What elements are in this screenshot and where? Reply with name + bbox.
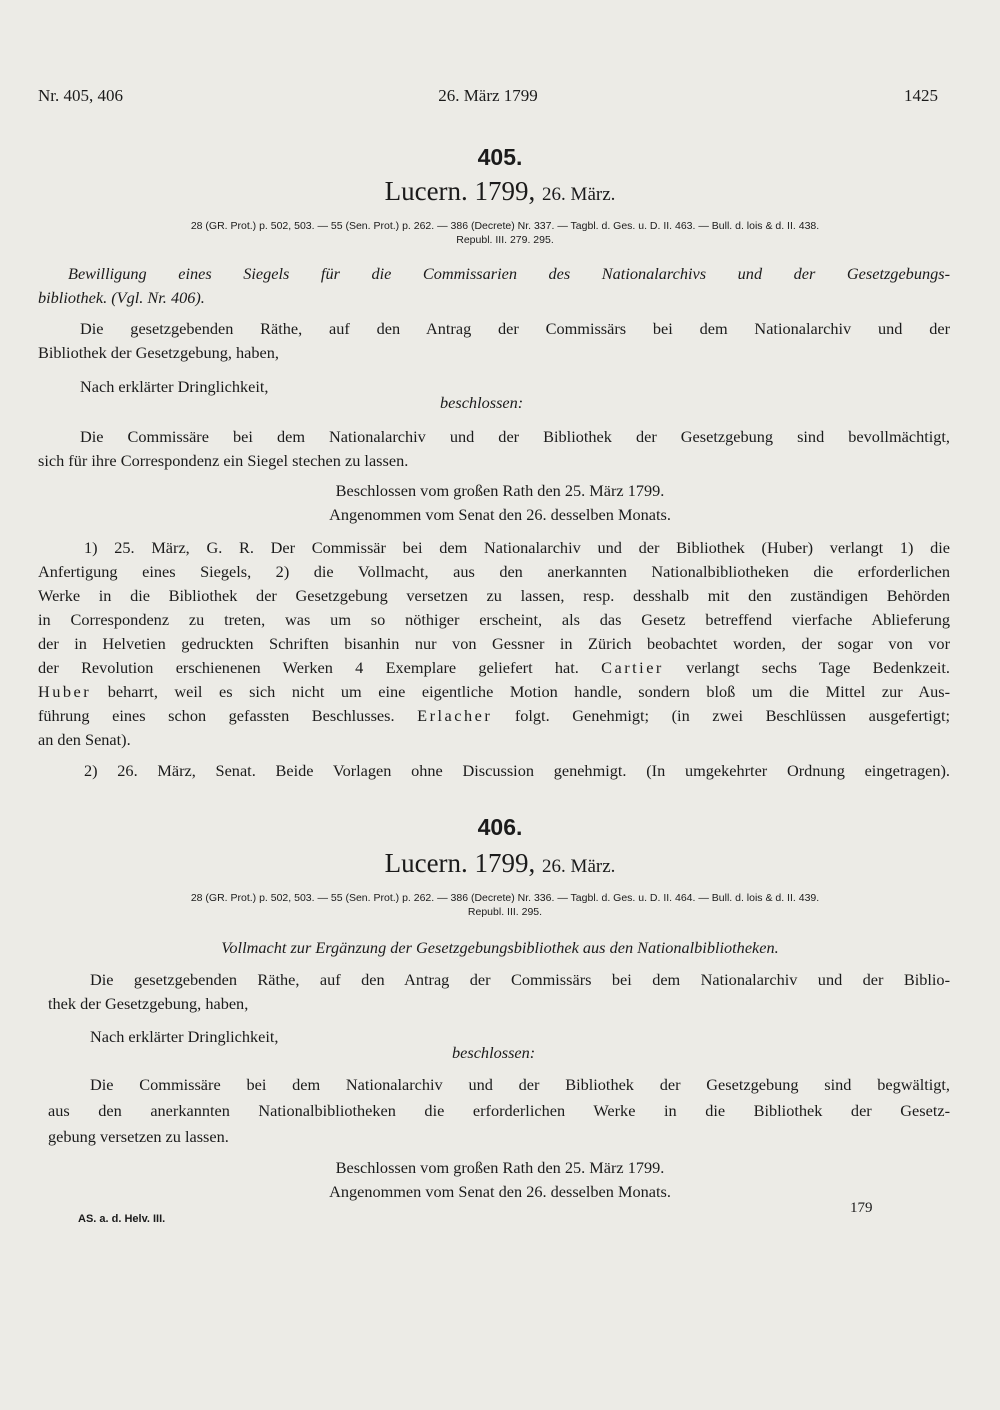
section-405-para-1a: Die gesetzgebenden Räthe, auf den Antrag der Commissärs bei dem Nationalarchiv und der bbox=[80, 319, 950, 338]
section-406-refs-line-1: 28 (GR. Prot.) p. 502, 503. — 55 (Sen. Prot.) p. 262. — 386 (Decrete) Nr. 336. — Tagbl. d. Ges. u. D. II. 464. — Bull. d. lois & d. II. 439. bbox=[190, 892, 820, 904]
footer-source: AS. a. d. Helv. III. bbox=[78, 1213, 166, 1225]
section-406-refs-line-2: Republ. III. 295. bbox=[467, 906, 543, 918]
note-name-erlacher: Erlacher bbox=[417, 706, 493, 725]
section-405-para-1b: Bibliothek der Gesetzgebung, haben, bbox=[38, 343, 279, 362]
section-406-heading bbox=[0, 848, 1000, 879]
section-405-refs bbox=[70, 219, 940, 247]
section-405-para-2: Nach erklärter Dringlichkeit, bbox=[80, 377, 269, 396]
section-405-refs-line-1: 28 (GR. Prot.) p. 502, 503. — 55 (Sen. Prot.) p. 262. — 386 (Decrete) Nr. 337. — Tagbl. d. Ges. u. D. II. 463. — Bull. d. lois & d. II. 438. bbox=[190, 220, 820, 232]
header-date: 26. März 1799 bbox=[438, 86, 538, 105]
note-name-huber: Huber bbox=[38, 682, 92, 701]
section-406-title: Vollmacht zur Ergänzung der Gesetzgebungsbibliothek aus den Nationalbibliotheken. bbox=[221, 938, 779, 957]
section-406-date: 26. März. bbox=[542, 856, 616, 877]
footer-sheet-number: 179 bbox=[850, 1200, 873, 1216]
note-line-9: an den Senat). bbox=[38, 730, 131, 749]
running-header bbox=[38, 86, 938, 108]
section-406-para-3c: gebung versetzen zu lassen. bbox=[48, 1127, 229, 1146]
section-406-para-1b: thek der Gesetzgebung, haben, bbox=[48, 994, 249, 1013]
note-line-8-a: führung eines schon gefassten Beschlusses. bbox=[38, 706, 395, 725]
note-line-3: Werke in die Bibliothek der Gesetzgebung versetzen zu lassen, resp. desshalb mit den zuständigen Behörden bbox=[38, 586, 950, 605]
note-line-6-c: verlangt sechs Tage Bedenkzeit. bbox=[686, 658, 950, 677]
note-line-8-c: folgt. Genehmigt; (in zwei Beschlüssen ausgefertigt; bbox=[514, 706, 950, 725]
note-line-10: 2) 26. März, Senat. Beide Vorlagen ohne Discussion genehmigt. (In umgekehrter Ordnung eingetragen). bbox=[84, 761, 950, 780]
note-line-1: 1) 25. März, G. R. Der Commissär bei dem Nationalarchiv und der Bibliothek (Huber) verlangt 1) die bbox=[84, 538, 950, 557]
section-405-heading bbox=[0, 176, 1000, 207]
section-406-beschlossen: beschlossen: bbox=[452, 1043, 536, 1062]
section-406-signoff-1: Beschlossen vom großen Rath den 25. März 1799. bbox=[335, 1158, 665, 1177]
note-line-6 bbox=[38, 657, 950, 679]
header-left: Nr. 405, 406 bbox=[38, 86, 123, 105]
note-line-6-a: der Revolution erschienenen Werken 4 Exemplare geliefert hat. bbox=[38, 658, 579, 677]
note-line-5: der in Helvetien gedruckten Schriften bisanhin nur von Gessner in Zürich beobachtet worden, der sogar von vor bbox=[38, 634, 950, 653]
section-406-number: 406. bbox=[477, 814, 523, 840]
section-405-place: Lucern. 1799, bbox=[384, 176, 536, 206]
section-405-signoff-2: Angenommen vom Senat den 26. desselben Monats. bbox=[329, 505, 671, 524]
section-405-title-line-2: bibliothek. (Vgl. Nr. 406). bbox=[38, 288, 205, 307]
page-number: 1425 bbox=[904, 86, 938, 105]
note-name-cartier: Cartier bbox=[601, 658, 664, 677]
section-405-title-line-1: Bewilligung eines Siegels für die Commissarien des Nationalarchivs und der Gesetzgebungs- bbox=[68, 264, 950, 283]
section-405-beschlossen: beschlossen: bbox=[440, 393, 524, 412]
note-line-4: in Correspondenz zu treten, was um so nöthiger erscheint, als das Gesetz betreffend vierfache Ablieferung bbox=[38, 610, 950, 629]
section-405-number: 405. bbox=[477, 144, 523, 170]
section-406-para-3b: aus den anerkannten Nationalbibliotheken die erforderlichen Werke in die Bibliothek der Gesetz- bbox=[48, 1101, 950, 1120]
section-406-signoff-2: Angenommen vom Senat den 26. desselben Monats. bbox=[329, 1182, 671, 1201]
section-405-refs-line-2: Republ. III. 279. 295. bbox=[456, 234, 554, 246]
section-405-para-3a: Die Commissäre bei dem Nationalarchiv und der Bibliothek der Gesetzgebung sind bevollmächtigt, bbox=[80, 427, 950, 446]
section-405-date: 26. März. bbox=[542, 184, 616, 205]
section-405-para-3b: sich für ihre Correspondenz ein Siegel stechen zu lassen. bbox=[38, 451, 409, 470]
section-406-para-3a: Die Commissäre bei dem Nationalarchiv und der Bibliothek der Gesetzgebung sind begwältigt, bbox=[90, 1075, 950, 1094]
section-406-place: Lucern. 1799, bbox=[384, 848, 536, 878]
note-line-2: Anfertigung eines Siegels, 2) die Vollmacht, aus den anerkannten Nationalbibliotheken die erforderlichen bbox=[38, 562, 950, 581]
note-line-7 bbox=[38, 681, 950, 703]
section-406-para-1a: Die gesetzgebenden Räthe, auf den Antrag der Commissärs bei dem Nationalarchiv und der Biblio- bbox=[90, 970, 950, 989]
note-line-7-b: beharrt, weil es sich nicht um eine eigentliche Motion handle, sondern bloß um die Mittel zur Aus- bbox=[107, 682, 950, 701]
section-406-para-2: Nach erklärter Dringlichkeit, bbox=[90, 1027, 279, 1046]
section-405-signoff-1: Beschlossen vom großen Rath den 25. März 1799. bbox=[335, 481, 665, 500]
note-line-8 bbox=[38, 705, 950, 727]
section-406-refs bbox=[70, 891, 940, 919]
